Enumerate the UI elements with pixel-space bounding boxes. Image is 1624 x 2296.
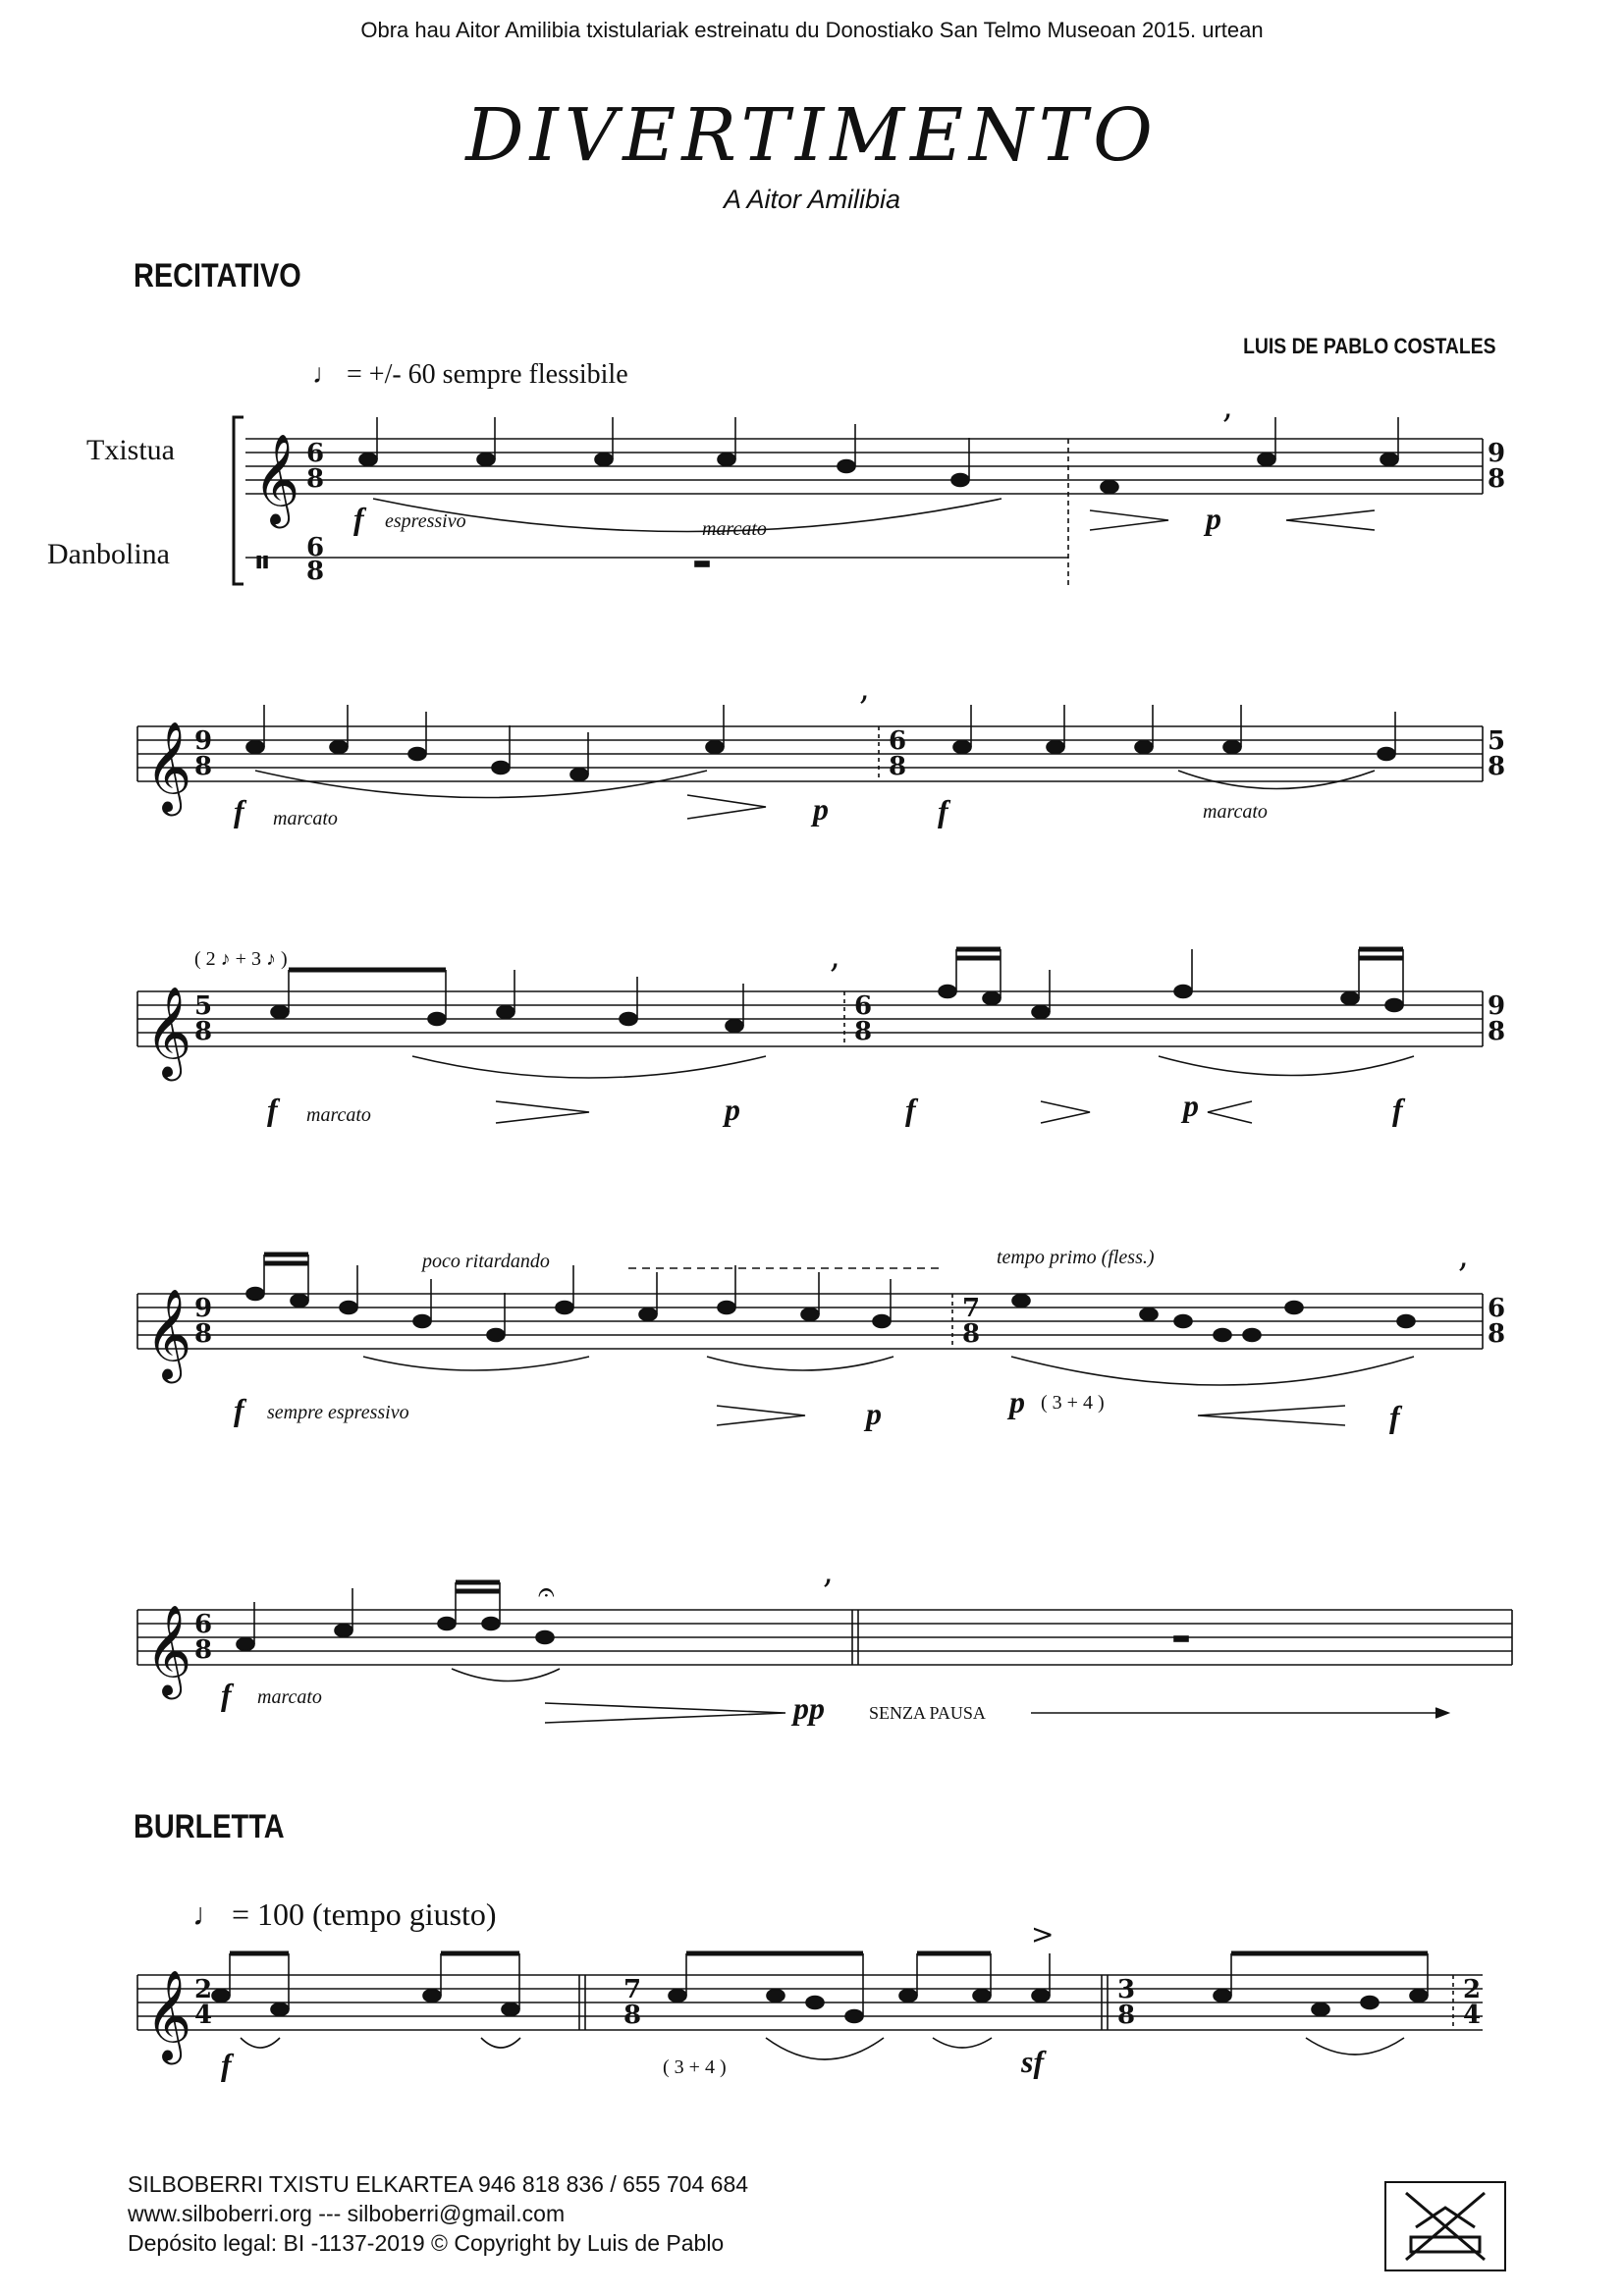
dynamic-marking: f xyxy=(267,1092,278,1127)
svg-text:4: 4 xyxy=(194,2001,213,2030)
expression-text: marcato xyxy=(1203,801,1268,823)
svg-text:8: 8 xyxy=(194,1319,213,1349)
svg-text:4: 4 xyxy=(1463,2001,1482,2030)
svg-text:7: 7 xyxy=(962,1294,981,1323)
svg-text:8: 8 xyxy=(623,2001,642,2030)
tempo-marking-recitativo: ♩ = +/- 60 sempre flessibile xyxy=(312,359,628,390)
svg-text:8: 8 xyxy=(194,1017,213,1046)
svg-text:8: 8 xyxy=(962,1319,981,1349)
quarter-note-icon: ♩ xyxy=(312,359,340,390)
svg-text:9: 9 xyxy=(194,1294,213,1323)
svg-text:𝄐: 𝄐 xyxy=(538,1575,555,1610)
svg-text:5: 5 xyxy=(194,991,213,1021)
svg-text:,: , xyxy=(859,668,870,708)
dynamic-marking: p xyxy=(725,1092,740,1127)
svg-text:9: 9 xyxy=(194,726,213,756)
dynamic-marking: p xyxy=(1183,1088,1199,1123)
premiere-note: Obra hau Aitor Amilibia txistulariak estreinatu du Donostiako San Telmo Museoan 2015. urtean xyxy=(360,18,1264,42)
svg-text:8: 8 xyxy=(306,557,325,586)
section-title-recitativo: RECITATIVO xyxy=(134,257,301,294)
svg-text:8: 8 xyxy=(889,752,907,781)
composer-name: LUIS DE PABLO COSTALES xyxy=(1243,334,1496,358)
svg-text:,: , xyxy=(1222,387,1233,426)
footer xyxy=(128,2169,748,2258)
expression-text: SENZA PAUSA xyxy=(869,1703,986,1723)
grouping-label: ( 3 + 4 ) xyxy=(663,2056,727,2078)
svg-text:𝄥: 𝄥 xyxy=(257,544,268,583)
section-title-burletta: BURLETTA xyxy=(134,1808,285,1845)
grouping-label: ( 2 ♪ + 3 ♪ ) xyxy=(194,948,288,970)
footer-contact: SILBOBERRI TXISTU ELKARTEA 946 818 836 / 655 704 684 xyxy=(128,2171,749,2197)
svg-text:7: 7 xyxy=(623,1975,642,2004)
expression-text: marcato xyxy=(306,1104,371,1126)
svg-text:8: 8 xyxy=(1488,464,1506,494)
svg-text:,: , xyxy=(830,936,840,976)
svg-text:9: 9 xyxy=(1488,439,1506,468)
svg-text:,: , xyxy=(823,1552,834,1591)
svg-text:8: 8 xyxy=(854,1017,873,1046)
dynamic-marking: pp xyxy=(793,1690,825,1726)
svg-text:3: 3 xyxy=(1117,1975,1136,2004)
dynamic-marking: p xyxy=(813,791,829,827)
svg-text:2: 2 xyxy=(194,1975,213,2004)
dynamic-marking: sf xyxy=(1021,2044,1045,2079)
dynamic-marking: p xyxy=(866,1396,882,1431)
dynamic-marking: f xyxy=(221,2047,232,2082)
svg-text:6: 6 xyxy=(854,991,873,1021)
instrument-label-txistua: Txistua xyxy=(86,434,175,466)
svg-text:𝄞: 𝄞 xyxy=(253,433,300,524)
svg-text:8: 8 xyxy=(306,464,325,494)
expression-text: marcato xyxy=(702,518,767,540)
instrument-label-danbolina: Danbolina xyxy=(47,538,170,570)
svg-text:6: 6 xyxy=(306,533,325,562)
svg-text:8: 8 xyxy=(1488,1017,1506,1046)
svg-text:8: 8 xyxy=(1488,1319,1506,1349)
svg-text:2: 2 xyxy=(1463,1975,1482,2004)
grouping-label: ( 3 + 4 ) xyxy=(1041,1392,1105,1414)
expression-text: tempo primo (fless.) xyxy=(997,1247,1155,1268)
svg-text:,: , xyxy=(1458,1236,1469,1275)
expression-text: poco ritardando xyxy=(422,1251,550,1272)
dynamic-marking: f xyxy=(1389,1399,1400,1434)
expression-text: espressivo xyxy=(385,510,466,532)
svg-text:8: 8 xyxy=(1488,752,1506,781)
expression-text: marcato xyxy=(257,1686,322,1708)
quarter-note-icon: ♩ xyxy=(192,1896,224,1932)
dynamic-marking: f xyxy=(938,793,948,828)
svg-text:9: 9 xyxy=(1488,991,1506,1021)
expression-text: marcato xyxy=(273,808,338,829)
svg-text:𝄞: 𝄞 xyxy=(145,1969,192,2060)
breath-marks xyxy=(538,387,1469,1950)
svg-text:8: 8 xyxy=(1117,2001,1136,2030)
svg-text:𝄞: 𝄞 xyxy=(145,721,192,812)
svg-text:8: 8 xyxy=(194,1635,213,1665)
dynamic-marking: f xyxy=(234,1392,244,1427)
svg-text:6: 6 xyxy=(889,726,907,756)
dynamic-marking: f xyxy=(1392,1092,1403,1127)
score-title: DIVERTIMENTO xyxy=(465,93,1159,178)
dynamic-marking: f xyxy=(234,793,244,828)
svg-text:𝄞: 𝄞 xyxy=(145,1288,192,1379)
svg-text:6: 6 xyxy=(1488,1294,1506,1323)
svg-text:𝄞: 𝄞 xyxy=(145,986,192,1077)
time-signatures xyxy=(194,439,1505,2030)
publisher-logo xyxy=(1384,2181,1506,2271)
svg-text:6: 6 xyxy=(194,1610,213,1639)
expression-text: sempre espressivo xyxy=(267,1402,409,1423)
staff-system-3 xyxy=(137,991,1483,1046)
dynamic-marking: f xyxy=(353,501,364,536)
svg-text:8: 8 xyxy=(194,752,213,781)
tempo-marking-burletta: ♩ = 100 (tempo giusto) xyxy=(192,1896,497,1932)
dynamic-marking: f xyxy=(905,1092,916,1127)
svg-text:𝄞: 𝄞 xyxy=(145,1604,192,1695)
svg-text:5: 5 xyxy=(1488,726,1506,756)
footer-legal: Depósito legal: BI -1137-2019 © Copyright by Luis de Pablo xyxy=(128,2230,725,2256)
dedication: A Aitor Amilibia xyxy=(723,185,901,214)
dynamic-marking: p xyxy=(1009,1384,1025,1419)
noteheads xyxy=(212,417,1428,2023)
footer-web: www.silboberri.org --- silboberri@gmail.com xyxy=(128,2201,566,2226)
svg-text:6: 6 xyxy=(306,439,325,468)
dynamic-marking: p xyxy=(1206,501,1221,536)
dynamic-marking: f xyxy=(221,1677,232,1712)
svg-text:>: > xyxy=(1031,1918,1055,1950)
